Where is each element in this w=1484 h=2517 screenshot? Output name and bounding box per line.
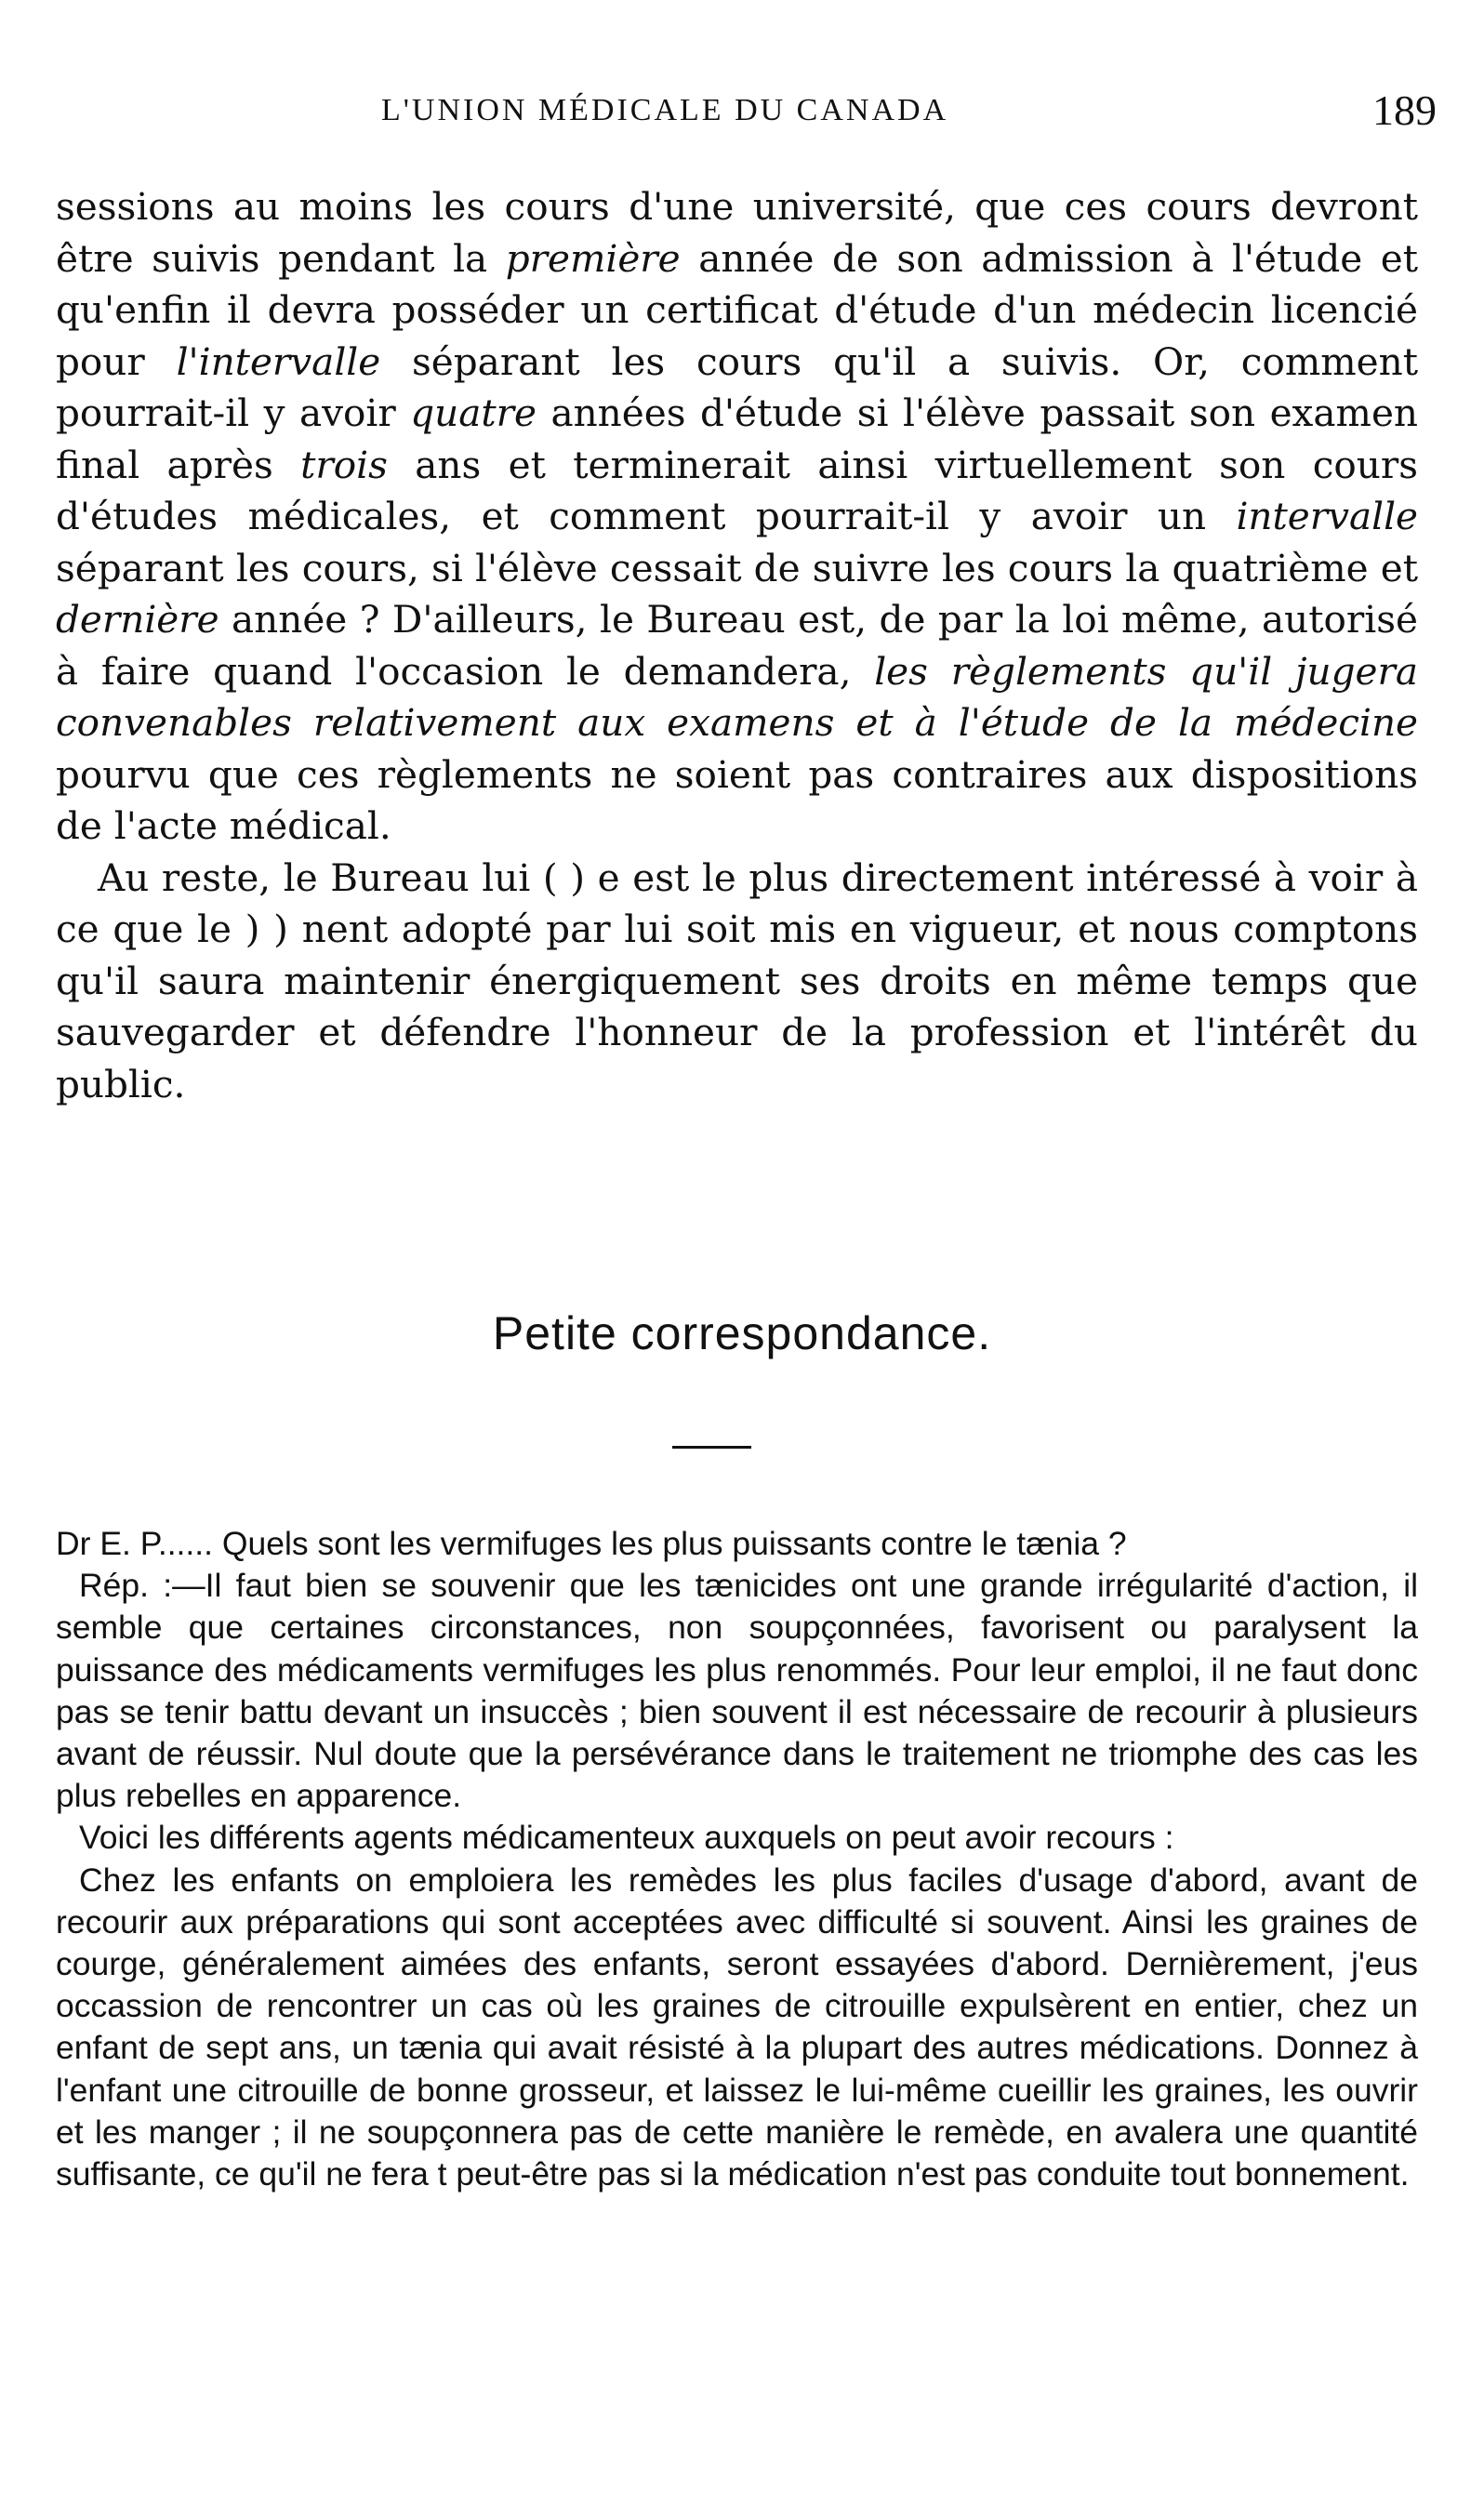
section-rule xyxy=(672,1446,751,1449)
correspondence-paragraph: Chez les enfants on emploiera les remèdes les plus faciles d'usage d'abord, avant de recourir aux préparations qui sont acceptées avec difficulté si souvent. Ainsi les graines de courge, généralement aimées des enfants, seront essayées d'abord. Dernièrement, j'eus occassion de rencontrer un cas où les graines de citrouille expulsèrent en entier, chez un enfant de sept ans, un tænia qui avait résisté à la plupart des autres médications. Donnez à l'enfant une citrouille de bonne grosseur, et laissez le lui-même cueillir les graines, les ouvrir et les manger ; il ne soupçonnera pas de cette manière le remède, en avalera une quantité suffisante, ce qu'il ne fera t peut-être pas si la médication n'est pas conduite tout bonnement. xyxy=(56,1861,1418,2193)
text-run: séparant les cours, si l'élève cessait de suivre les cours la quatrième et xyxy=(56,545,1418,590)
text-run: sessions au moins les cours d'une université, que ces cours devront être suivis pendant la xyxy=(56,184,1418,281)
text-run: pourvu que ces règlements ne soient pas contraires aux dispositions de l'acte médical. xyxy=(56,751,1418,848)
emphasis-derniere: dernière xyxy=(56,597,219,642)
text-run: année de son admission à l'étude et qu'enfin il devra posséder un certificat d'étude d'un médecin licencié pour xyxy=(56,235,1419,384)
page-number: 189 xyxy=(1372,86,1437,134)
emphasis-trois: trois xyxy=(300,442,388,487)
running-head xyxy=(98,86,1437,149)
correspondence-reply: Rép. :—Il faut bien se souvenir que les tænicides ont une grande irrégularité d'action, il semble que certaines circonstances, non soupçonnées, favorisent ou paralysent la puissance des médicaments vermifuges les plus renommés. Pour leur emploi, il ne faut donc pas se tenir battu devant un insuccès ; bien souvent il est nécessaire de recourir à plusieurs avant de réussir. Nul doute que la persévérance dans le traitement ne triomphe des cas les plus rebelles en apparence. xyxy=(56,1567,1418,1815)
text-run: années d'étude si l'élève passait son examen final après xyxy=(56,391,1418,487)
text-run: ans et terminerait ainsi virtuellement son cours d'études médicales, et comment pourrait-il y avoir un xyxy=(56,442,1418,538)
running-title: L'UNION MÉDICALE DU CANADA xyxy=(381,93,949,127)
emphasis-intervalle: l'intervalle xyxy=(176,338,381,384)
correspondence-question: Dr E. P...... Quels sont les vermifuges les plus puissants contre le tænia ? xyxy=(56,1525,1127,1562)
text-run: année ? D'ailleurs, le Bureau est, de par la loi même, autorisé à faire quand l'occasion le demandera, xyxy=(56,597,1418,694)
article-paragraph-2: Au reste, le Bureau lui ( ) e est le plus directement intéressé à voir à ce que le ) ) nent adopté par lui soit mis en vigueur, et nous comptons qu'il saura maintenir énergiquement ses droits en même temps que sauvegarder et défendre l'honneur de la profession et l'intérêt du public. xyxy=(56,854,1418,1106)
section-title: Petite correspondance. xyxy=(492,1307,992,1359)
correspondence xyxy=(56,1523,1418,2195)
text-run: séparant les cours qu'il a suivis. Or, comment pourrait-il y avoir xyxy=(56,338,1418,435)
emphasis-intervalle: intervalle xyxy=(1236,494,1418,538)
article-body xyxy=(56,181,1418,1110)
emphasis-quatre: quatre xyxy=(410,391,537,435)
article-paragraph-1 xyxy=(56,181,1418,853)
emphasis-quotation: les règlements qu'il jugera convenables relativement aux examens et à l'étude de la médecine xyxy=(56,648,1418,745)
emphasis-premiere: première xyxy=(505,235,681,281)
correspondence-paragraph: Voici les différents agents médicamenteux auxquels on peut avoir recours : xyxy=(79,1819,1174,1857)
